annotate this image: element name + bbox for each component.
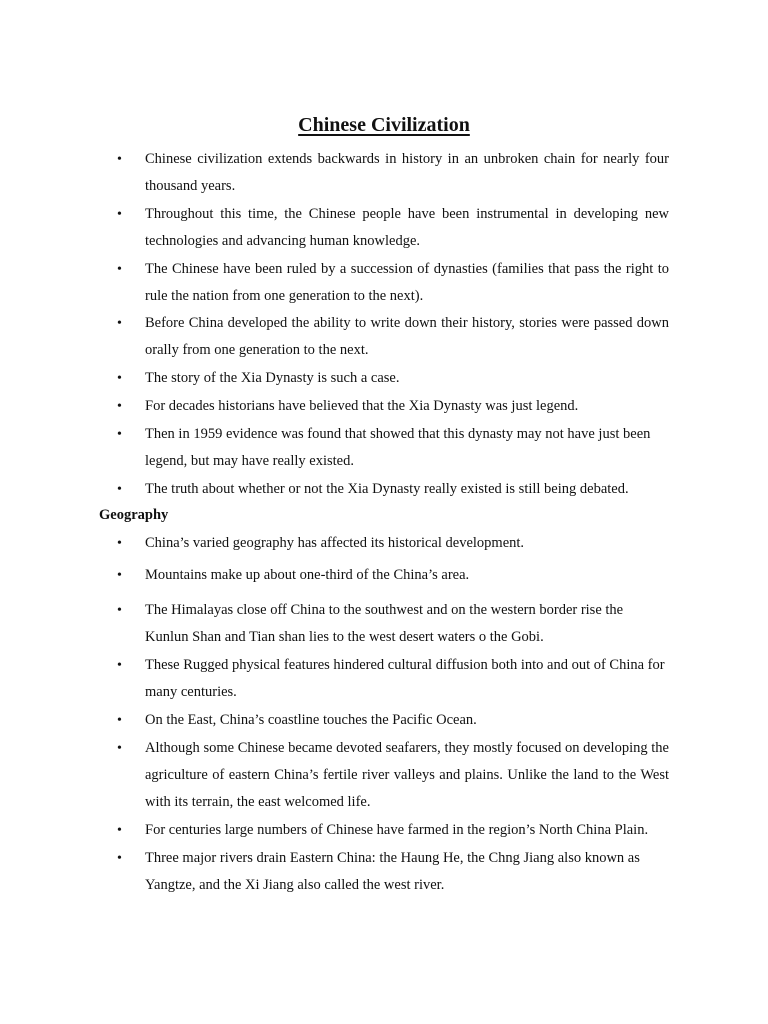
bullet-icon: • — [117, 536, 122, 551]
bullet-icon: • — [117, 568, 122, 583]
list-item — [0, 707, 768, 735]
page-title: Chinese Civilization — [298, 114, 470, 136]
list-item-text: For decades historians have believed that the Xia Dynasty was just legend. — [145, 398, 579, 414]
list-item-text: Throughout this time, the Chinese people have been instrumental in developing new technologies and advancing human knowledge. — [145, 206, 669, 250]
bullet-icon: • — [117, 399, 122, 414]
list-item — [0, 393, 768, 421]
bullet-icon: • — [117, 741, 122, 756]
list-item-text: These Rugged physical features hindered cultural diffusion both into and out of China for many centuries. — [145, 657, 665, 701]
list-item — [0, 476, 768, 504]
list-item-text: For centuries large numbers of Chinese have farmed in the region’s North China Plain. — [145, 822, 649, 838]
list-item-text: The Himalayas close off China to the southwest and on the western border rise the Kunlun Shan and Tian shan lies to the west desert waters o the Gobi. — [145, 602, 624, 646]
bullet-icon: • — [117, 603, 122, 618]
bullet-icon: • — [117, 152, 122, 167]
list-item-text: Mountains make up about one-third of the China’s area. — [145, 567, 470, 583]
list-item — [0, 310, 768, 365]
list-item-text: Chinese civilization extends backwards in history in an unbroken chain for nearly four thousand years. — [145, 151, 669, 195]
list-item — [0, 421, 768, 476]
list-item-text: Then in 1959 evidence was found that showed that this dynasty may not have just been legend, but may have really existed. — [145, 426, 651, 470]
list-item — [0, 146, 768, 201]
list-item — [0, 817, 768, 845]
geography-heading: Geography — [99, 507, 169, 523]
bullet-icon: • — [117, 207, 122, 222]
list-item — [0, 597, 768, 652]
bullet-icon: • — [117, 427, 122, 442]
list-item-text: The story of the Xia Dynasty is such a case. — [145, 370, 400, 386]
list-item — [0, 562, 768, 597]
bullet-icon: • — [117, 371, 122, 386]
intro-bullet-list — [0, 146, 768, 504]
bullet-icon: • — [117, 658, 122, 673]
list-item — [0, 845, 768, 900]
list-item-text: The truth about whether or not the Xia Dynasty really existed is still being debated. — [145, 481, 629, 497]
bullet-icon: • — [117, 482, 122, 497]
list-item-text: Before China developed the ability to write down their history, stories were passed down orally from one generation to the next. — [145, 315, 669, 359]
bullet-icon: • — [117, 713, 122, 728]
bullet-icon: • — [117, 851, 122, 866]
list-item-text: The Chinese have been ruled by a succession of dynasties (families that pass the right to rule the nation from one generation to the next). — [145, 261, 669, 305]
list-item — [0, 201, 768, 256]
list-item-text: On the East, China’s coastline touches the Pacific Ocean. — [145, 712, 477, 728]
bullet-icon: • — [117, 262, 122, 277]
bullet-icon: • — [117, 316, 122, 331]
list-item — [0, 735, 768, 817]
bullet-icon: • — [117, 823, 122, 838]
list-item — [0, 652, 768, 707]
list-item — [0, 530, 768, 562]
list-item-text: Although some Chinese became devoted seafarers, they mostly focused on developing the agriculture of eastern China’s fertile river valleys and plains. Unlike the land to the West with its terrain, the east welcomed life. — [145, 740, 669, 811]
list-item — [0, 365, 768, 393]
geography-bullet-list — [0, 530, 768, 900]
list-item — [0, 256, 768, 310]
list-item-text: Three major rivers drain Eastern China: the Haung He, the Chng Jiang also known as Yangtze, and the Xi Jiang also called the west river. — [145, 850, 640, 894]
list-item-text: China’s varied geography has affected its historical development. — [145, 535, 525, 551]
